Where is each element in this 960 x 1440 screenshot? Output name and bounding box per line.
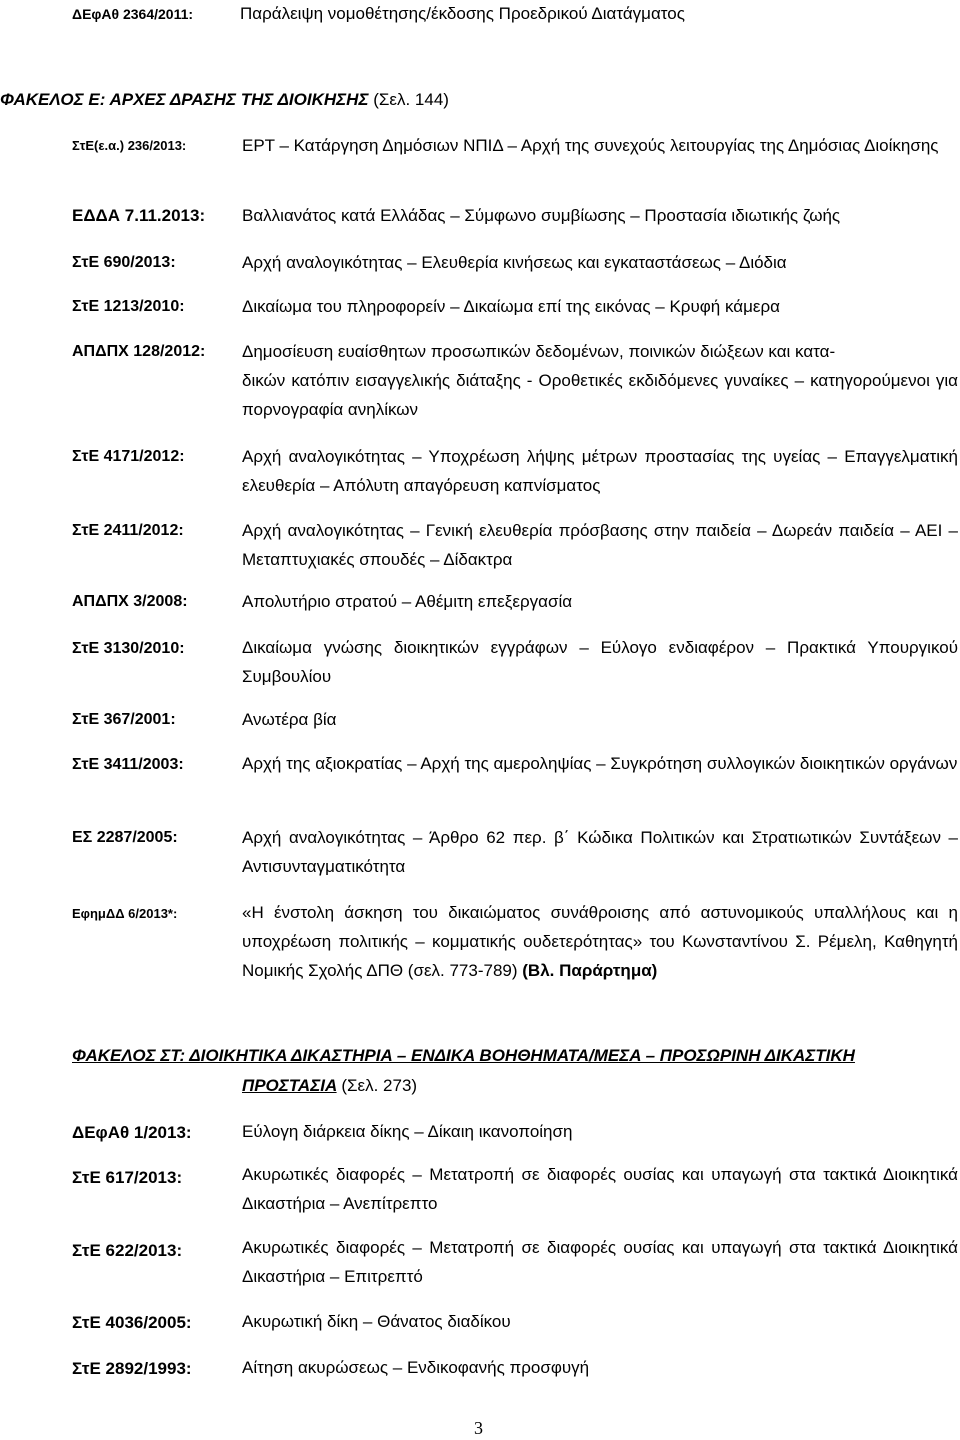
folder-title: ΦΑΚΕΛΟΣ Ε: ΑΡΧΕΣ ΔΡΑΣΗΣ ΤΗΣ ΔΙΟΙΚΗΣΗΣ <box>0 90 369 109</box>
entry-text: Ακυρωτική δίκη – Θάνατος διαδίκου <box>242 1312 511 1331</box>
entry-text: Αρχή αναλογικότητας – Ελευθερία κινήσεως και εγκαταστάσεως – Διόδια <box>242 253 787 272</box>
entry-ref: ΣτΕ 617/2013: <box>72 1168 183 1187</box>
entry-ref: ΔΕφΑθ 2364/2011: <box>72 6 194 22</box>
entry-text: Απολυτήριο στρατού – Αθέμιτη επεξεργασία <box>242 592 573 611</box>
entry-ref: ΣτΕ 3411/2003: <box>72 756 184 773</box>
entry-text: Ανωτέρα βία <box>242 710 337 729</box>
entry-text-continued: δικών κατόπιν εισαγγελικής διάταξης - Οροθετικές εκδιδόμενες γυναίκες – κατηγορούμενοι για πορνογραφία ανηλίκων <box>242 371 958 419</box>
appendix-link: (Βλ. Παράρτημα) <box>522 961 658 980</box>
entry-text: Αίτηση ακυρώσεως – Ενδικοφανής προσφυγή <box>242 1358 590 1377</box>
entry-text: Ακυρωτικές διαφορές – Μετατροπή σε διαφορές ουσίας και υπαγωγή στα τακτικά Διοικητικά Δικαστήρια – Ανεπίτρεπτο <box>242 1165 958 1213</box>
entry-text: Ακυρωτικές διαφορές – Μετατροπή σε διαφορές ουσίας και υπαγωγή στα τακτικά Διοικητικά Δικαστήρια – Επιτρεπτό <box>242 1238 958 1286</box>
entry-text: Δικαίωμα γνώσης διοικητικών εγγράφων – Εύλογο ενδιαφέρον – Πρακτικά Υπουργικού Συμβουλίου <box>242 638 958 686</box>
entry-ref: ΣτΕ 690/2013: <box>72 254 176 271</box>
folder-title: ΦΑΚΕΛΟΣ ΣΤ: ΔΙΟΙΚΗΤΙΚΑ ΔΙΚΑΣΤΗΡΙΑ – ΕΝΔΙΚΑ ΒΟΗΘΗΜΑΤΑ/ΜΕΣΑ – ΠΡΟΣΩΡΙΝΗ ΔΙΚΑΣΤΙΚΗ <box>72 1046 855 1065</box>
entry-ref: ΣτΕ 2411/2012: <box>72 522 184 539</box>
entry-ref: ΣτΕ 4036/2005: <box>72 1313 192 1332</box>
entry-ref: ΕφημΔΔ 6/2013*: <box>72 906 178 921</box>
entry-text: Αρχή αναλογικότητας – Γενική ελευθερία πρόσβασης στην παιδεία – Δωρεάν παιδεία – ΑΕΙ – Μεταπτυχιακές σπουδές – Δίδακτρα <box>242 521 958 569</box>
entry-text: Παράλειψη νομοθέτησης/έκδοσης Προεδρικού Διατάγματος <box>240 4 685 23</box>
folder-page: (Σελ. 273) <box>341 1076 418 1095</box>
entry-ref: ΑΠΔΠΧ 3/2008: <box>72 593 188 610</box>
entry-text-body: «Η ένστολη άσκηση του δικαιώματος συνάθροισης από αστυνομικούς υπαλλήλους και η υποχρέωση πολιτικής – κομματικής ουδετερότητας» του Κωνσταντίνου Σ. Ρέμελη, Καθηγητή Νομικής Σχολής ΔΠΘ (σελ. 773-789) <box>242 903 958 980</box>
folder-heading-continued <box>242 1076 417 1096</box>
folder-heading <box>72 1046 855 1066</box>
entry-text <box>242 898 958 985</box>
entry-ref: ΣτΕ 2892/1993: <box>72 1359 192 1378</box>
entry-text: Βαλλιανάτος κατά Ελλάδας – Σύμφωνο συμβίωσης – Προστασία ιδιωτικής ζωής <box>242 206 841 225</box>
folder-title: ΠΡΟΣΤΑΣΙΑ <box>242 1076 337 1095</box>
page-number: 3 <box>474 1418 483 1438</box>
entry-ref: ΣτΕ 1213/2010: <box>72 298 185 315</box>
entry-text: Αρχή αναλογικότητας – Υποχρέωση λήψης μέτρων προστασίας της υγείας – Επαγγελματική ελευθερία – Απόλυτη απαγόρευση καπνίσματος <box>242 447 958 495</box>
entry-text: Αρχή αναλογικότητας – Άρθρο 62 περ. β΄ Κώδικα Πολιτικών και Στρατιωτικών Συντάξεων – Αντισυνταγματικότητα <box>242 828 958 876</box>
folder-heading <box>0 90 449 110</box>
entry-ref: ΣτΕ 367/2001: <box>72 711 176 728</box>
entry-ref: ΣτΕ(ε.α.) 236/2013: <box>72 138 187 153</box>
entry-ref: ΔΕφΑθ 1/2013: <box>72 1123 192 1142</box>
entry-ref: ΣτΕ 3130/2010: <box>72 640 185 657</box>
entry-text: Δικαίωμα του πληροφορείν – Δικαίωμα επί της εικόνας – Κρυφή κάμερα <box>242 297 780 316</box>
entry-text: ΕΡΤ – Κατάργηση Δημόσιων ΝΠΙΔ – Αρχή της συνεχούς λειτουργίας της Δημόσιας Διοίκησης <box>242 136 939 155</box>
entry-ref: ΣτΕ 4171/2012: <box>72 448 185 465</box>
entry-ref: ΑΠΔΠΧ 128/2012: <box>72 343 206 360</box>
entry-ref: ΣτΕ 622/2013: <box>72 1241 183 1260</box>
entry-ref: ΕΔΔΑ 7.11.2013: <box>72 206 206 225</box>
entry-ref: ΕΣ 2287/2005: <box>72 829 178 846</box>
entry-text: Αρχή της αξιοκρατίας – Αρχή της αμεροληψίας – Συγκρότηση συλλογικών διοικητικών οργάνων <box>242 754 958 773</box>
entry-text: Δημοσίευση ευαίσθητων προσωπικών δεδομένων, ποινικών διώξεων και κατα- <box>242 342 836 361</box>
entry-text: Εύλογη διάρκεια δίκης – Δίκαιη ικανοποίηση <box>242 1122 573 1141</box>
folder-page: (Σελ. 144) <box>373 90 449 109</box>
